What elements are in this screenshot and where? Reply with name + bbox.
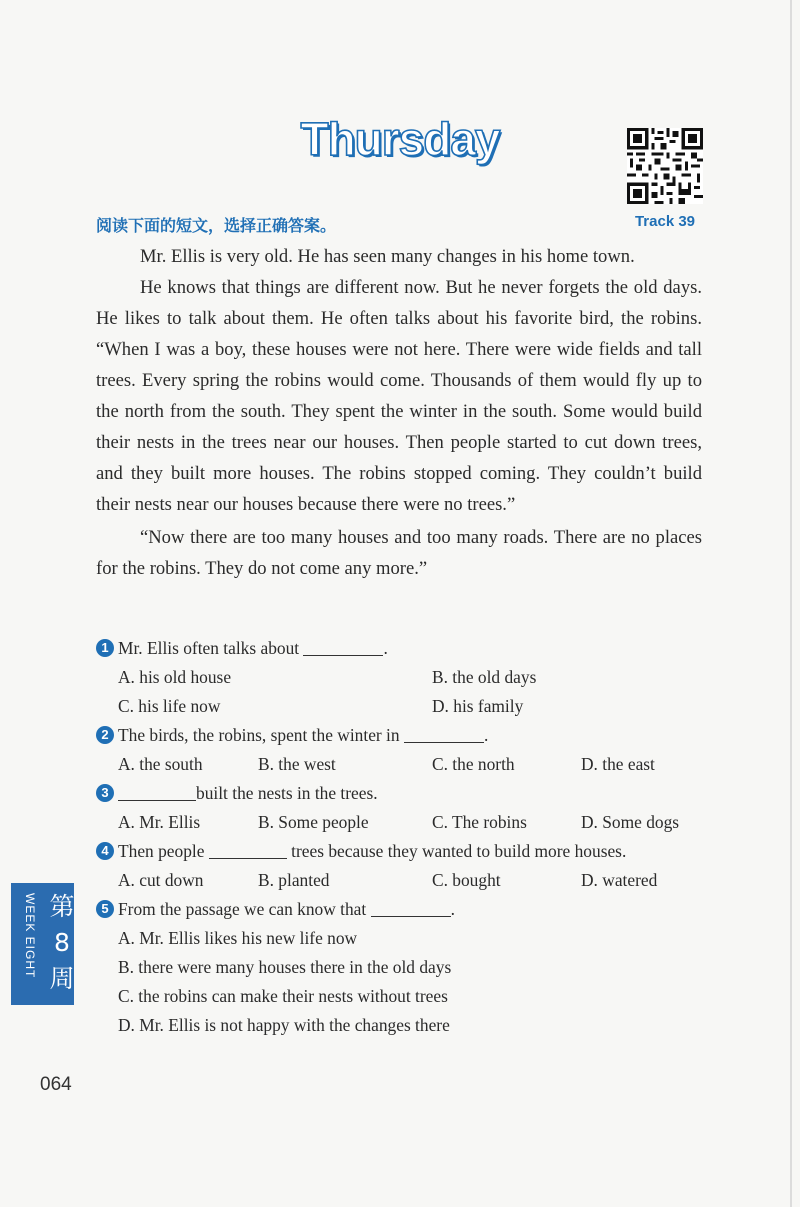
qr-code-icon [627, 128, 703, 204]
options-row [96, 808, 716, 837]
passage-paragraph: He knows that things are different now. But he never forgets the old days. He likes to talk about them. He often talks about his favorite bird, the robins. “When I was a boy, these houses were not here. There were wide fields and tall trees. Every spring the robins would come. Thousands of them would fly up to the north from the south. They spent the winter in the south. Some would build their nests in the trees near our houses. Then people started to cut down trees, and they built more houses. The robins stopped coming. They couldn’t build their nests near our houses because there were no trees.” [96, 277, 702, 515]
option-d: D. watered [581, 870, 658, 890]
question-2 [96, 721, 716, 750]
question-number-badge: 3 [96, 784, 114, 802]
option-a: A. the south [118, 754, 203, 774]
question-text: From the passage we can know that [118, 899, 371, 919]
answer-blank [118, 782, 196, 801]
page-title: Thursday [300, 113, 500, 165]
week-side-tab [11, 883, 74, 1005]
question-3 [96, 779, 716, 808]
track-label: Track 39 [634, 213, 696, 230]
reading-passage [96, 241, 702, 584]
option-d: D. Mr. Ellis is not happy with the changes there [118, 1015, 450, 1035]
answer-blank [303, 637, 383, 656]
instruction-text: 阅读下面的短文，选择正确答案。 [96, 216, 337, 235]
option-b: B. the old days [432, 667, 537, 687]
option-c: C. bought [432, 870, 501, 890]
passage-paragraph: “Now there are too many houses and too many roads. There are no places for the robins. They do not come any more.” [96, 527, 702, 579]
option-b: B. the west [258, 754, 336, 774]
question-1 [96, 634, 716, 663]
option-a: A. cut down [118, 870, 204, 890]
option-a: A. his old house [118, 667, 232, 687]
options-row [96, 663, 716, 692]
options-row [96, 953, 716, 982]
option-c: C. the north [432, 754, 515, 774]
answer-blank [371, 898, 451, 917]
option-c: C. his life now [118, 696, 221, 716]
question-text: The birds, the robins, spent the winter in [118, 725, 404, 745]
question-text-end: . [483, 725, 489, 745]
option-d: D. the east [581, 754, 655, 774]
option-c: C. the robins can make their nests without trees [118, 986, 448, 1006]
page-number: 064 [40, 1074, 72, 1095]
question-number-badge: 5 [96, 900, 114, 918]
option-d: D. Some dogs [581, 812, 680, 832]
option-b: B. planted [258, 870, 330, 890]
options-row [96, 692, 716, 721]
question-text: Mr. Ellis often talks about [118, 638, 304, 658]
question-5 [96, 895, 716, 924]
answer-blank [404, 724, 484, 743]
question-text-end: built the nests in the trees. [196, 783, 378, 803]
question-number-badge: 4 [96, 842, 114, 860]
option-a: A. Mr. Ellis [118, 812, 201, 832]
question-text: Then people [118, 841, 209, 861]
question-number-badge: 1 [96, 639, 114, 657]
option-b: B. there were many houses there in the old days [118, 957, 452, 977]
options-row [96, 924, 716, 953]
option-a: A. Mr. Ellis likes his new life now [118, 928, 358, 948]
question-number-badge: 2 [96, 726, 114, 744]
week-tab-chinese: 第8周 [49, 892, 75, 993]
answer-blank [209, 840, 287, 859]
option-d: D. his family [432, 696, 524, 716]
question-text-end: trees because they wanted to build more houses. [286, 841, 627, 861]
page-edge [790, 0, 792, 1207]
options-row [96, 982, 716, 1011]
options-row [96, 750, 716, 779]
options-row [96, 866, 716, 895]
week-tab-english: WEEK EIGHT [23, 893, 37, 979]
passage-paragraph: Mr. Ellis is very old. He has seen many changes in his home town. [140, 246, 635, 267]
option-c: C. The robins [432, 812, 527, 832]
question-4 [96, 837, 716, 866]
question-text-end: . [383, 638, 388, 658]
option-b: B. Some people [258, 812, 369, 832]
options-row [96, 1011, 716, 1040]
question-list [96, 634, 716, 1040]
question-text-end: . [450, 899, 455, 919]
